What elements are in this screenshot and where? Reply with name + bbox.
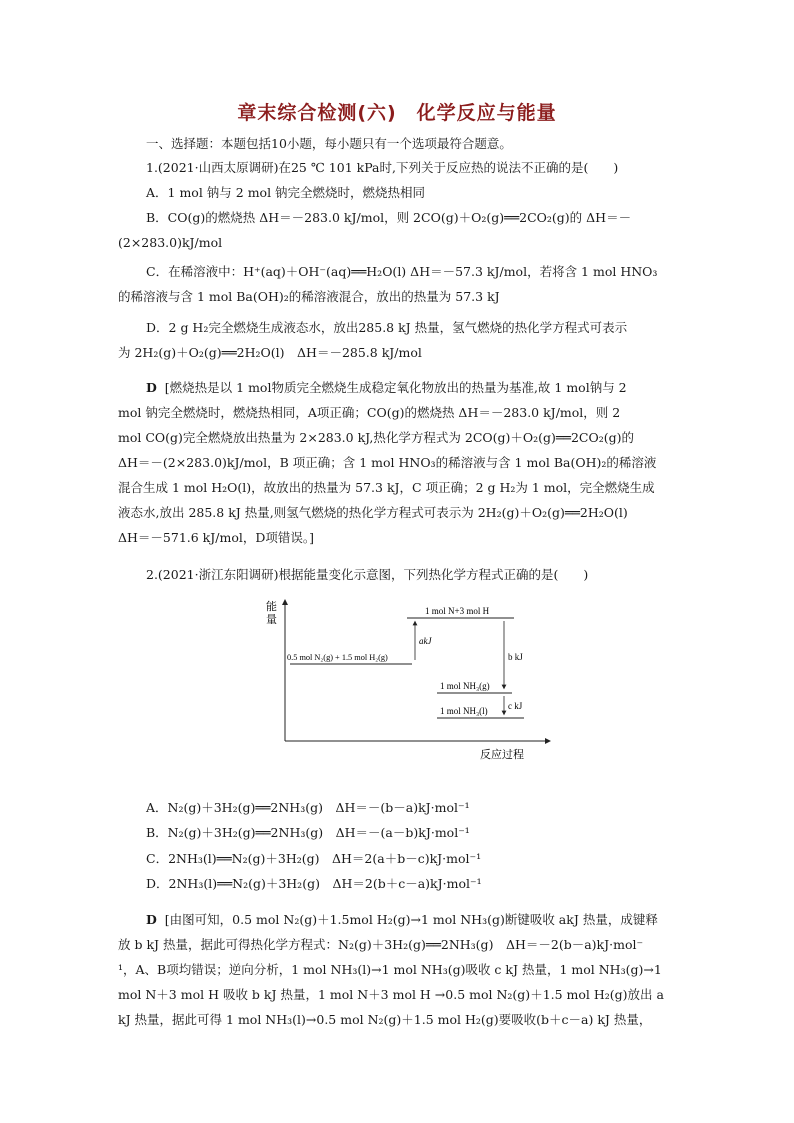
q2-explanation-line5: kJ 热量，据此可得 1 mol NH₃(l)→0.5 mol N₂(g)＋1.5 mol H₂(g)要吸收(b＋c－a) kJ 热量，: [118, 1012, 652, 1027]
q2-option-b: B．N₂(g)＋3H₂(g)══2NH₃(g) ΔH＝－(a－b)kJ·mol⁻¹: [146, 825, 470, 840]
q2-option-d: D．2NH₃(l)══N₂(g)＋3H₂(g) ΔH＝2(b＋c－a)kJ·mol⁻¹: [146, 876, 482, 891]
q1-explanation-line3: mol CO(g)完全燃烧放出热量为 2×283.0 kJ,热化学方程式为 2CO(g)＋O₂(g)══2CO₂(g)的: [118, 430, 634, 445]
q2-answer-letter: D: [146, 912, 157, 927]
q1-explanation-line1: D [燃烧热是以 1 mol物质完全燃烧生成稳定氧化物放出的热量为基准,故 1 mol钠与 2: [146, 380, 627, 395]
q1-stem: 1.(2021·山西太原调研)在25 ℃ 101 kPa时,下列关于反应热的说法不正确的是( ): [146, 160, 619, 175]
q1-answer-letter: D: [146, 380, 157, 395]
q2-explanation-line2: 放 b kJ 热量，据此可得热化学方程式：N₂(g)＋3H₂(g)══2NH₃(g) ΔH＝－2(b－a)kJ·mol⁻: [118, 937, 644, 952]
level-nh3-l-label: 1 mol NH₃(l): [440, 706, 488, 716]
energy-level-diagram: [262, 596, 552, 771]
arrow-b-label: b kJ: [508, 652, 523, 662]
q1-explanation-line4: ΔH＝－(2×283.0)kJ/mol，B 项正确；含 1 mol HNO₃的稀溶液与含 1 mol Ba(OH)₂的稀溶液: [118, 455, 657, 470]
q1-option-d-line2: 为 2H₂(g)＋O₂(g)══2H₂O(l) ΔH＝－285.8 kJ/mol: [118, 345, 422, 360]
q1-option-a: A．1 mol 钠与 2 mol 钠完全燃烧时，燃烧热相同: [146, 185, 426, 200]
q1-explanation-line6: 液态水,放出 285.8 kJ 热量,则氢气燃烧的热化学方程式可表示为 2H₂(g)＋O₂(g)══2H₂O(l): [118, 505, 628, 520]
q1-explanation-line7: ΔH＝－571.6 kJ/mol，D项错误。]: [118, 530, 315, 545]
q2-explanation-line3: ¹，A、B项均错误；逆向分析，1 mol NH₃(l)→1 mol NH₃(g)吸收 c kJ 热量，1 mol NH₃(g)→1: [118, 962, 662, 977]
q1-option-c-line1: C．在稀溶液中：H⁺(aq)＋OH⁻(aq)══H₂O(l) ΔH＝－57.3 kJ/mol，若将含 1 mol HNO₃: [146, 264, 658, 279]
q2-option-a: A．N₂(g)＋3H₂(g)══2NH₃(g) ΔH＝－(b－a)kJ·mol⁻¹: [146, 800, 470, 815]
q2-stem: 2.(2021·浙江东阳调研)根据能量变化示意图，下列热化学方程式正确的是( ): [146, 567, 589, 582]
level-nh3-g-label: 1 mol NH₃(g): [440, 681, 490, 691]
level-left-label: 0.5 mol N₂(g) + 1.5 mol H₂(g): [287, 653, 388, 662]
page-title: 章末综合检测(六) 化学反应与能量: [237, 102, 557, 124]
x-axis-label: 反应过程: [480, 749, 524, 761]
q1-explanation-line2: mol 钠完全燃烧时，燃烧热相同，A项正确；CO(g)的燃烧热 ΔH＝－283.0 kJ/mol，则 2: [118, 405, 621, 420]
q2-explanation-line4: mol N＋3 mol H 吸收 b kJ 热量，1 mol N＋3 mol H →0.5 mol N₂(g)＋1.5 mol H₂(g)放出 a: [118, 987, 664, 1002]
y-axis-label-1: 能: [266, 601, 277, 613]
arrow-a-label: akJ: [419, 636, 432, 646]
arrow-c-label: c kJ: [508, 701, 523, 711]
q2-explanation-line1: D [由图可知，0.5 mol N₂(g)＋1.5mol H₂(g)→1 mol NH₃(g)断键吸收 akJ 热量，成键释: [146, 912, 658, 927]
q1-option-b-line2: (2×283.0)kJ/mol: [118, 235, 223, 250]
q2-option-c: C．2NH₃(l)══N₂(g)＋3H₂(g) ΔH＝2(a＋b－c)kJ·mol⁻¹: [146, 851, 482, 866]
y-axis-label-2: 量: [266, 614, 277, 626]
section-heading: 一、选择题：本题包括10小题，每小题只有一个选项最符合题意。: [146, 136, 512, 151]
q1-option-d-line1: D．2 g H₂完全燃烧生成液态水，放出285.8 kJ 热量，氢气燃烧的热化学方程式可表示: [146, 320, 628, 335]
level-top-label: 1 mol N+3 mol H: [425, 606, 490, 616]
q1-option-c-line2: 的稀溶液与含 1 mol Ba(OH)₂的稀溶液混合，放出的热量为 57.3 kJ: [118, 289, 500, 304]
q1-option-b-line1: B．CO(g)的燃烧热 ΔH＝－283.0 kJ/mol，则 2CO(g)＋O₂(g)══2CO₂(g)的 ΔH＝－: [146, 210, 632, 225]
q1-explanation-line5: 混合生成 1 mol H₂O(l)，故放出的热量为 57.3 kJ，C 项正确；2 g H₂为 1 mol，完全燃烧生成: [118, 480, 655, 495]
